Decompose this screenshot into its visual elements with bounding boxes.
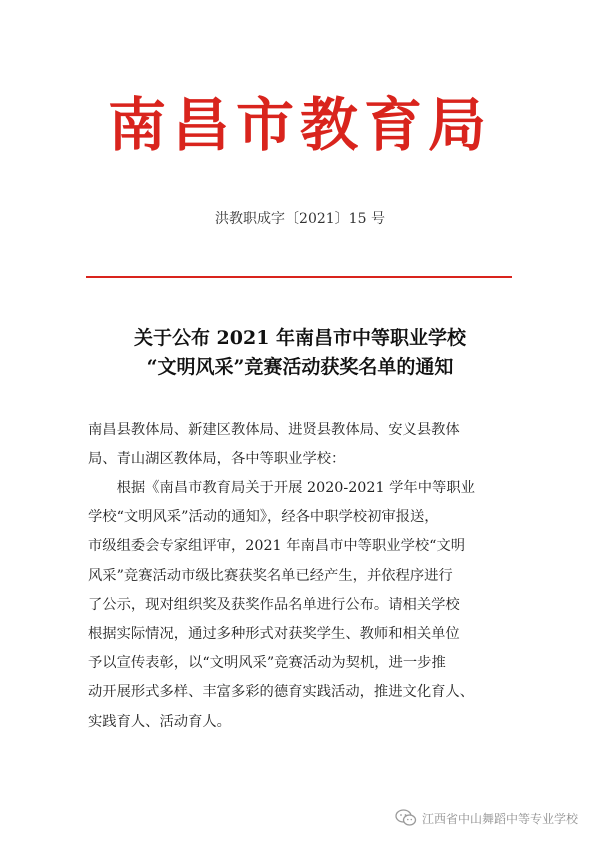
addressee-block [88,416,514,474]
body-line: 予以宣传表彰，以“文明风采”竞赛活动为契机，进一步推 [88,655,446,672]
red-divider-line [86,276,512,278]
wechat-icon [395,809,417,827]
body-line: 根据《南昌市教育局关于开展 2020-2021 学年中等职业 [116,480,475,496]
body-line: 学校“文明风采”活动的通知》，经各中职学校初审报送， [88,509,439,526]
addressee-line: 局、青山湖区教体局，各中等职业学校： [88,451,346,468]
body-line: 实践育人、活动育人。 [88,713,231,730]
notice-title-line-1: 关于公布 2021 年南昌市中等职业学校 [133,327,467,349]
body-line: 根据实际情况，通过多种形式对获奖学生、教师和相关单位 [88,626,460,643]
document-number: 洪教职成字〔2021〕15 号 [215,211,385,227]
body-line: 市级组委会专家组评审，2021 年南昌市中等职业学校“文明 [88,538,466,555]
body-paragraph [88,474,514,737]
watermark-text: 江西省中山舞蹈中等专业学校 [421,811,578,826]
source-watermark [395,809,578,827]
notice-title-line-2: “文明风采”竞赛活动获奖名单的通知 [146,356,454,378]
issuing-authority-title: 南昌市教育局 [107,91,492,159]
addressee-line: 南昌县教体局、新建区教体局、进贤县教体局、安义县教体 [88,422,460,438]
body-line: 了公示，现对组织奖及获奖作品名单进行公布。请相关学校 [88,596,460,613]
body-line: 风采”竞赛活动市级比赛获奖名单已经产生，并依程序进行 [88,567,453,584]
body-line: 动开展形式多样、丰富多彩的德育实践活动，推进文化育人、 [88,684,475,701]
